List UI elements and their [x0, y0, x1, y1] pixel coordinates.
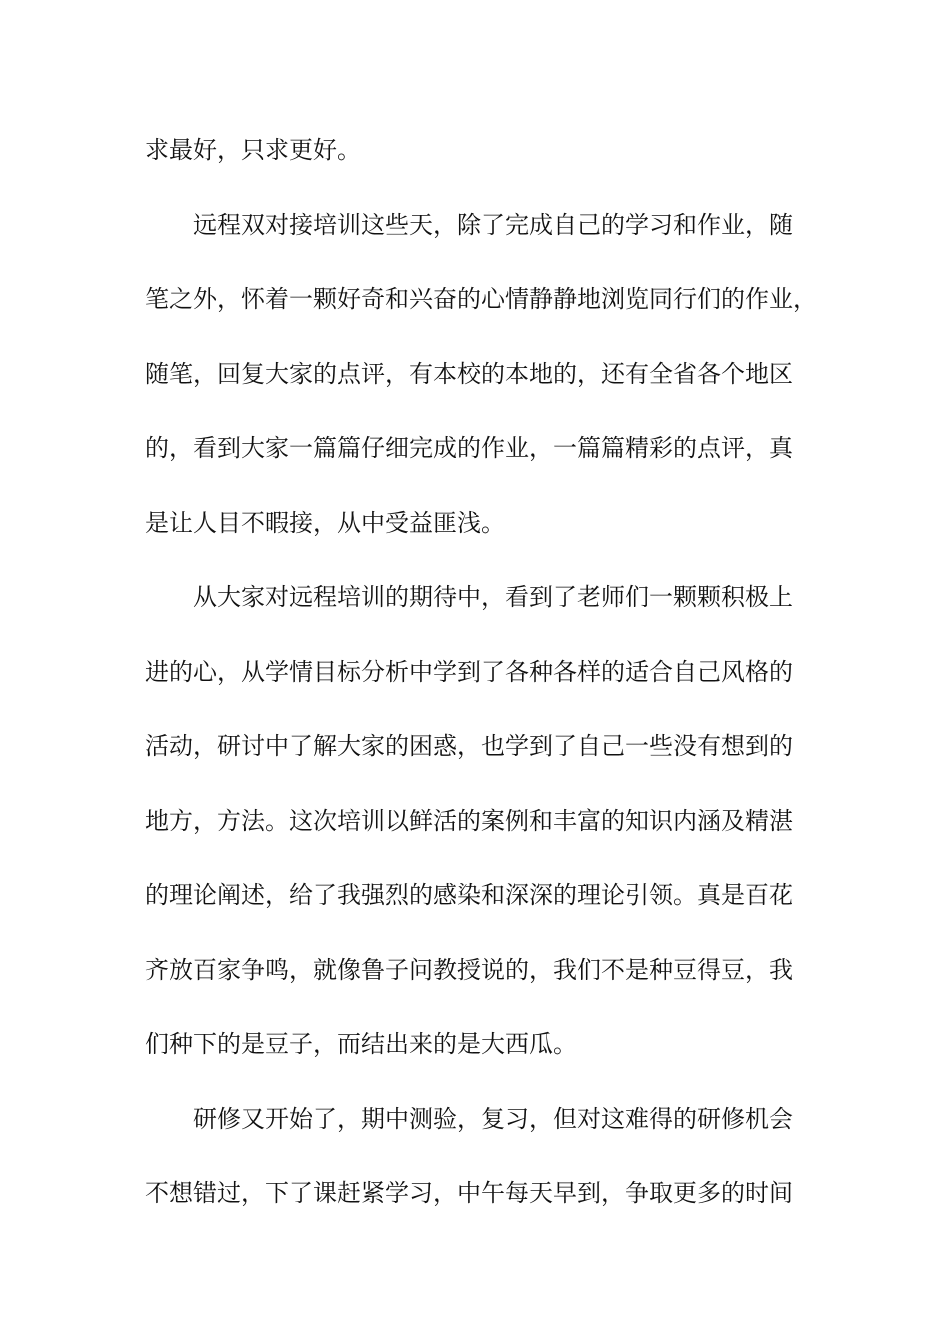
text-line: 远程双对接培训这些天，除了完成自己的学习和作业，随 [193, 210, 793, 239]
text-line: 笔之外，怀着一颗好奇和兴奋的心情静静地浏览同行们的作业， [145, 285, 817, 313]
text-line: 们种下的是豆子，而结出来的是大西瓜。 [145, 1030, 577, 1058]
document-body [145, 128, 817, 1246]
text-line: 是让人目不暇接，从中受益匪浅。 [145, 508, 505, 537]
text-line: 地方，方法。这次培训以鲜活的案例和丰富的知识内涵及精湛 [145, 806, 793, 835]
text-line: 随笔，回复大家的点评，有本校的本地的，还有全省各个地区 [145, 359, 793, 388]
text-line: 从大家对远程培训的期待中，看到了老师们一颗颗积极上 [193, 583, 793, 611]
text-line: 不想错过，下了课赶紧学习，中午每天早到，争取更多的时间 [145, 1179, 793, 1207]
text-line: 求最好，只求更好。 [145, 136, 361, 164]
text-line: 的理论阐述，给了我强烈的感染和深深的理论引领。真是百花 [145, 881, 793, 909]
text-line: 活动，研讨中了解大家的困惑，也学到了自己一些没有想到的 [145, 732, 793, 760]
text-line: 研修又开始了，期中测验，复习，但对这难得的研修机会 [193, 1104, 793, 1133]
text-line: 的，看到大家一篇篇仔细完成的作业，一篇篇精彩的点评，真 [145, 434, 793, 462]
text-line: 齐放百家争鸣，就像鲁子问教授说的，我们不是种豆得豆，我 [145, 955, 793, 984]
text-line: 进的心，从学情目标分析中学到了各种各样的适合自己风格的 [145, 657, 793, 686]
